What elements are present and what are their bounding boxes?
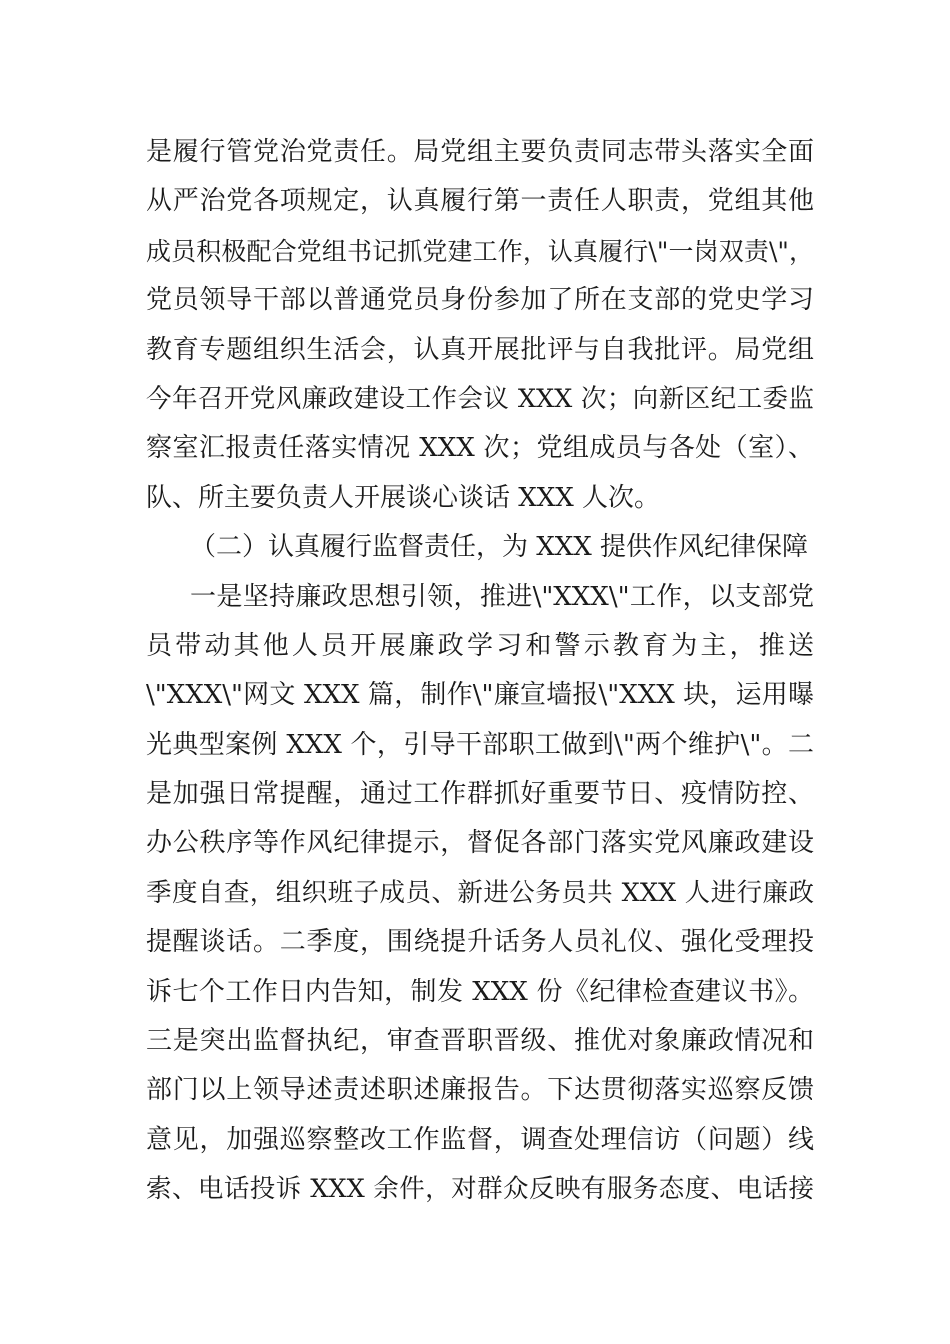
text-line: 一是坚持廉政思想引领，推进\"XXX\"工作，以支部党 bbox=[190, 581, 814, 612]
section-heading: （二）认真履行监督责任，为 XXX 提供作风纪律保障 bbox=[190, 532, 809, 563]
text-line: 三是突出监督执纪，审查晋职晋级、推优对象廉政情况和 bbox=[146, 1026, 814, 1057]
body-text bbox=[146, 128, 814, 1215]
text-line: 从严治党各项规定，认真履行第一责任人职责，党组其他 bbox=[146, 186, 814, 217]
text-line: \"XXX\"网文 XXX 篇，制作\"廉宣墙报\"XXX 块，运用曝 bbox=[146, 680, 814, 711]
text-line: 诉七个工作日内告知，制发 XXX 份《纪律检查建议书》。 bbox=[146, 976, 814, 1007]
text-line: 教育专题组织生活会，认真开展批评与自我批评。局党组 bbox=[146, 334, 814, 365]
text-line: 提醒谈话。二季度，围绕提升话务人员礼仪、强化受理投 bbox=[146, 927, 814, 958]
text-line: 意见，加强巡察整改工作监督，调查处理信访（问题）线 bbox=[146, 1124, 814, 1155]
text-line: 察室汇报责任落实情况 XXX 次；党组成员与各处（室）、 bbox=[146, 433, 814, 464]
text-line: 成员积极配合党组书记抓党建工作，认真履行\"一岗双责\"， bbox=[146, 236, 814, 266]
text-line: 今年召开党风廉政建设工作会议 XXX 次；向新区纪工委监 bbox=[146, 383, 814, 414]
text-line: 办公秩序等作风纪律提示，督促各部门落实党风廉政建设 bbox=[146, 828, 814, 859]
text-line: 员带动其他人员开展廉政学习和警示教育为主，推送 bbox=[146, 630, 814, 661]
text-line: 是加强日常提醒，通过工作群抓好重要节日、疫情防控、 bbox=[146, 779, 814, 810]
text-line: 光典型案例 XXX 个，引导干部职工做到\"两个维护\"。二 bbox=[146, 729, 814, 760]
text-line: 部门以上领导述责述职述廉报告。下达贯彻落实巡察反馈 bbox=[146, 1075, 814, 1106]
text-line: 索、电话投诉 XXX 余件，对群众反映有服务态度、电话接 bbox=[146, 1174, 814, 1205]
text-line: 党员领导干部以普通党员身份参加了所在支部的党史学习 bbox=[146, 285, 814, 316]
text-line: 是履行管党治党责任。局党组主要负责同志带头落实全面 bbox=[146, 137, 814, 167]
text-line: 季度自查，组织班子成员、新进公务员共 XXX 人进行廉政 bbox=[146, 877, 814, 908]
text-line: 队、所主要负责人开展谈心谈话 XXX 人次。 bbox=[146, 482, 661, 513]
